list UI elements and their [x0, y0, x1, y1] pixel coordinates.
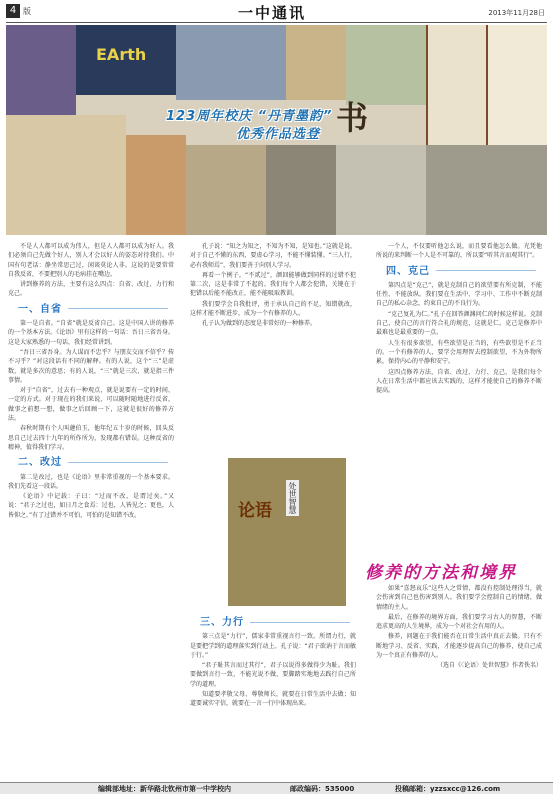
banner-title: 123周年校庆 “丹青墨韵”	[166, 109, 333, 124]
banner-subtitle: 优秀作品选登	[236, 127, 321, 142]
section-heading-self-restraint: 四、克己	[386, 267, 542, 276]
artwork-painting	[176, 25, 286, 100]
paragraph: “吾日三省吾身。为人谋而不忠乎？与朋友交而不信乎？传不习乎？”对这段话有不同的解释。有的人说，这个“三”是虚数，就是多次的意思；有的人说，“三”就是三次，就是指三件事情。	[8, 348, 174, 384]
editor-address: 编辑部地址：新华路北钦州市第一中学校内	[98, 785, 231, 793]
book-cover-title: 论语	[238, 501, 272, 521]
paragraph: “君子耻其言而过其行”，君子以说得多做得少为耻。我们要做到言行一致，不能光说不做，要脚踏实地地去践行自己所学的道理。	[190, 662, 356, 688]
artwork-painting	[266, 145, 336, 235]
section-heading-self-reflection: 一、自省	[18, 305, 174, 314]
issue-date: 2013年11月28日	[488, 9, 545, 17]
article-column-2-lower	[190, 612, 356, 710]
article-title: 修养的方法和境界	[365, 563, 517, 583]
paragraph: 孔子说：“知之为知之，不知为不知，是知也。”这就是说，对于自己不懂的东西，要虚心学习，不能不懂装懂。“三人行，必有我师焉”，我们要善于向别人学习。	[190, 243, 356, 269]
paragraph: 不是人人都可以成为伟人，但是人人都可以成为好人。我们必须自己先做个好人，别人才会以好人的姿态对待我们。中国有句老话：静坐常思己过，闲谈莫论人非。这说的是要常常自我反省，不要把别人的毛病挂在嘴边。	[8, 243, 174, 278]
paragraph: 修养，问题在于我们能否在日常生活中真正去做。只有不断地学习、反省、实践，才能逐步提高自己的修养，使自己成为一个真正有修养的人。	[376, 633, 542, 660]
artwork-calligraphy	[426, 25, 488, 145]
artwork-painting	[426, 145, 547, 235]
section-heading-correcting-faults: 二、改过	[18, 458, 174, 467]
page-label: 版	[23, 7, 31, 16]
source-credit: （选自《〈论语〉处世智慧》作者佚名）	[436, 662, 542, 670]
paragraph: 孔子认为做到的态度是非常好的一种修养。	[202, 320, 317, 328]
masthead: 一中通讯	[238, 4, 307, 22]
paragraph: 第二是改过，也是《论语》里非常重视的一个基本要求。我们先看这一段话。	[8, 473, 174, 490]
article-column-3	[376, 242, 542, 396]
paragraph: “克己复礼为仁。”孔子在回答颜渊问仁的时候这样说。克制自己，使自己的言行符合礼的规范，这就是仁。克己是修养中最难也是最重要的一点。	[376, 310, 542, 337]
paragraph: 知道要孝敬父母、尊敬师长，就要在日常生活中去做；知道要诚实守信，就要在一言一行中体现出来。	[190, 691, 356, 708]
artwork-painting: EArth	[76, 25, 176, 95]
paragraph: 如果“喜怒哀乐”这些人之常情，都没有控制处理得当，就会伤害到自己也伤害到别人。我们要学会控制自己的情绪，做情绪的主人。	[376, 585, 542, 611]
page-footer	[0, 782, 553, 794]
artwork-painting	[6, 115, 126, 235]
paragraph: 讲到修养的方法，主要有这么四点：自省、改过、力行和克己。	[8, 281, 174, 298]
artwork-banner	[6, 25, 547, 235]
paragraph: 《论语》中记载：子曰：“过而不改，是谓过矣。”又说：“君子之过也，如日月之食焉：过也，人皆见之；更也，人皆仰之。”有了过错并不可怕，可怕的是知错不改。	[8, 493, 174, 519]
artwork-painting	[6, 25, 76, 115]
banner-calligraphy-char: 书	[336, 99, 369, 137]
page-number: 4	[6, 4, 20, 18]
paragraph: 春秋时期有个人叫蘧伯玉，他年纪五十岁的时候，回头反思自己过去四十九年的所作所为，发现都有错误。这种反省的精神，值得我们学习。	[8, 425, 174, 451]
paragraph: 我们要学会自我批评，勇于承认自己的不足，知错就改，这样才能不断进步，成为一个有修养的人。	[190, 300, 356, 318]
artwork-painting	[336, 145, 426, 235]
paragraph: 第一是自省。“自省”就是反省自己。这是中国人讲的修养的一个基本方法。《论语》里有这样的一句话：吾日三省吾身。这是大家熟悉的一句话，我们经常讲到。	[8, 320, 174, 346]
header-rule	[6, 22, 547, 23]
section-heading-practice: 三、力行	[200, 618, 356, 627]
artwork-calligraphy	[486, 25, 547, 145]
paragraph: 一个人，不仅要听他怎么说，而且要看他怎么做。光凭他所说的来判断一个人是不可靠的，所以要“听其言而观其行”。	[376, 243, 542, 260]
paragraph: 最后，在修养的境界方面，我们要学习古人的智慧，不断追求更高的人生境界，成为一个对社会有用的人。	[376, 613, 542, 631]
book-cover-subtitle: 处世智慧	[288, 482, 297, 514]
postcode: 邮政编码：535000	[290, 785, 355, 793]
paragraph: 对于“自省”，过去有一种观点，就是说要有一定的时间、一定的方式。对于现在的我们来说，可以随时随地进行反省，做事之前想一想，做事之后回顾一下，这就是很好的修养方法。	[8, 387, 174, 423]
paragraph: 再看一个例子。“不贰过”，颜回能够做到同样的过错不犯第二次，这是非常了不起的。我们每个人都会犯错，关键在于犯错以后能不能改正，能不能吸取教训。	[190, 271, 356, 298]
artwork-painting	[126, 135, 186, 235]
paragraph: 第三点是“力行”，儒家非常重视言行一致。所谓力行，就是要把学到的道理落实到行动上。孔子说：“君子欲讷于言而敏于行。”	[190, 633, 356, 659]
paragraph: 这四点修养方法，自省、改过、力行、克己，是我们每个人在日常生活中都应该去实践的，这样才能使自己的修养不断提高。	[376, 368, 542, 395]
article-column-3-lower	[376, 584, 542, 672]
article-column-1	[8, 242, 174, 521]
submission-email[interactable]: 投稿邮箱：yzzsxcc@126.com	[395, 785, 501, 793]
article-column-2	[190, 242, 356, 330]
artwork-painting	[186, 145, 266, 235]
paragraph: 第四点是“克己”，就是克制自己的欲望要有所克制，不能任性，不能放纵。我们要在生活中、学习中、工作中不断克制自己的私心杂念，约束自己的不良行为。	[376, 281, 542, 308]
page-header	[0, 0, 553, 22]
artwork-painting	[286, 25, 346, 100]
paragraph: 人生有很多欲望，有些欲望是正当的，有些欲望是不正当的。一个有修养的人，要学会用理智去控制欲望，不为外物所累，保持内心的平静和安宁。	[376, 339, 542, 366]
